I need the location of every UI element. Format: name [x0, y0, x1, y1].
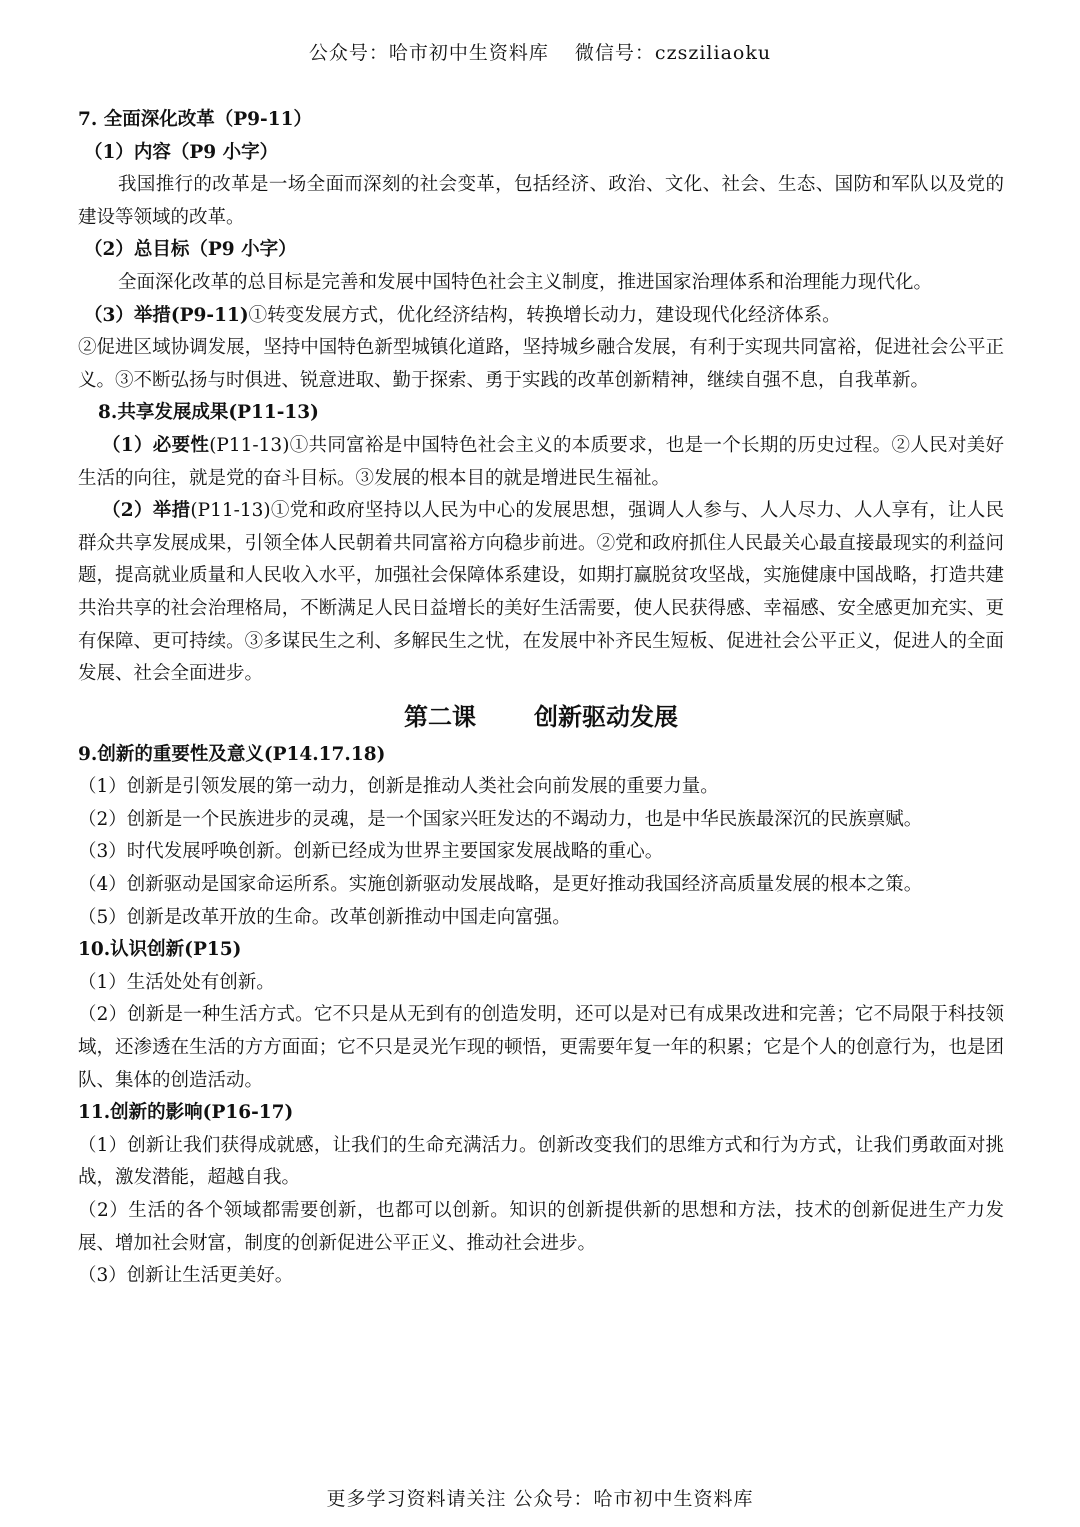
header-wechat-account: 公众号：哈市初中生资料库: [308, 42, 549, 64]
section-7-title: 7. 全面深化改革（P9-11）: [78, 109, 312, 130]
section-8-page-ref-measures: (P11-13): [190, 500, 271, 522]
section-11-title: 11.创新的影响(P16-17): [78, 1102, 294, 1124]
section-8-measures: [78, 495, 1004, 691]
list-item: （2）创新是一个民族进步的灵魂，是一个国家兴旺发达的不竭动力，也是中华民族最深沉的民族禀赋。: [78, 808, 923, 830]
list-item: （2）创新是一种生活方式。它不只是从无到有的创造发明，还可以是对已有成果改进和完善；它不局限于科技领域，还渗透在生活的方方面面；它不只是灵光乍现的顿悟，更需要年复一年的积累；它是个人的创意行为，也是团队、集体的创造活动。: [78, 1004, 1004, 1091]
section-7-text-goal: 全面深化改革的总目标是完善和发展中国特色社会主义制度，推进国家治理体系和治理能力现代化。: [118, 271, 933, 293]
list-item: （2）生活的各个领域都需要创新，也都可以创新。知识的创新提供新的思想和方法，技术的创新促进生产力发展、增加社会财富，制度的创新促进公平正义、推动社会进步。: [78, 1200, 1004, 1254]
list-item: （4）创新驱动是国家命运所系。实施创新驱动发展战略，是更好推动我国经济高质量发展的根本之策。: [78, 874, 923, 896]
list-item: （1）创新是引领发展的第一动力，创新是推动人类社会向前发展的重要力量。: [78, 776, 719, 798]
section-7-heading-goal: （2）总目标（P9 小字）: [84, 239, 297, 261]
section-8-page-ref-necessity: (P11-13): [209, 434, 290, 456]
lesson-title: [78, 699, 1004, 735]
list-item: （5）创新是改革开放的生命。改革创新推动中国走向富强。: [78, 906, 571, 928]
list-item: （3）创新让生活更美好。: [78, 1265, 294, 1287]
section-10-title: 10.认识创新(P15): [78, 939, 242, 961]
section-8-heading-measures: （2）举措: [102, 500, 191, 522]
list-item: （3）时代发展呼唤创新。创新已经成为世界主要国家发展战略的重心。: [78, 841, 664, 863]
page-header: [0, 38, 1080, 65]
section-7-heading-content: （1）内容（P9 小字）: [84, 141, 279, 163]
document-body: [78, 104, 1004, 1293]
section-7-text-content: 我国推行的改革是一场全面而深刻的社会变革，包括经济、政治、文化、社会、生态、国防和军队以及党的建设等领域的改革。: [78, 174, 1004, 228]
section-8-title: 8.共享发展成果(P11-13): [98, 402, 319, 424]
section-7-text-measures-a: ①转变发展方式，优化经济结构，转换增长动力，建设现代化经济体系。: [248, 304, 841, 326]
lesson-number: 第二课: [404, 701, 476, 731]
header-wechat-id: 微信号：czsziliaoku: [574, 42, 772, 64]
lesson-name: 创新驱动发展: [534, 701, 678, 731]
section-8-text-necessity: ①共同富裕是中国特色社会主义的本质要求，也是一个长期的历史过程。②人民对美好生活的向往，就是党的奋斗目标。③发展的根本目的就是增进民生福祉。: [78, 434, 1004, 489]
section-7-measures-line: [78, 300, 1004, 333]
section-8-heading-necessity: （1）必要性: [102, 434, 210, 456]
section-8-necessity: [78, 430, 1004, 495]
list-item: （1）创新让我们获得成就感，让我们的生命充满活力。创新改变我们的思维方式和行为方式，让我们勇敢面对挑战，激发潜能，超越自我。: [78, 1134, 1004, 1189]
section-9-title: 9.创新的重要性及意义(P14.17.18): [78, 743, 386, 765]
list-item: （1）生活处处有创新。: [78, 971, 275, 993]
section-7-text-measures-b: ②促进区域协调发展，坚持中国特色新型城镇化道路，坚持城乡融合发展，有利于实现共同富裕，促进社会公平正义。③不断弘扬与时俱进、锐意进取、勤于探索、勇于实践的改革创新精神，继续自强不息，自我革新。: [78, 337, 1004, 391]
section-8-text-measures: ①党和政府坚持以人民为中心的发展思想，强调人人参与、人人尽力、人人享有，让人民群众共享发展成果，引领全体人民朝着共同富裕方向稳步前进。②党和政府抓住人民最关心最直接最现实的利益问题，提高就业质量和人民收入水平，加强社会保障体系建设，如期打赢脱贫攻坚战，实施健康中国战略，打造共建共治共享的社会治理格局，不断满足人民日益增长的美好生活需要，使人民获得感、幸福感、安全感更加充实、更有保障、更可持续。③多谋民生之利、多解民生之忧，在发展中补齐民生短板、促进社会公平正义，促进人的全面发展、社会全面进步。: [78, 500, 1004, 685]
page-footer: 更多学习资料请关注 公众号：哈市初中生资料库: [326, 1488, 754, 1510]
section-7-heading-measures: （3）举措(P9-11): [84, 304, 249, 326]
